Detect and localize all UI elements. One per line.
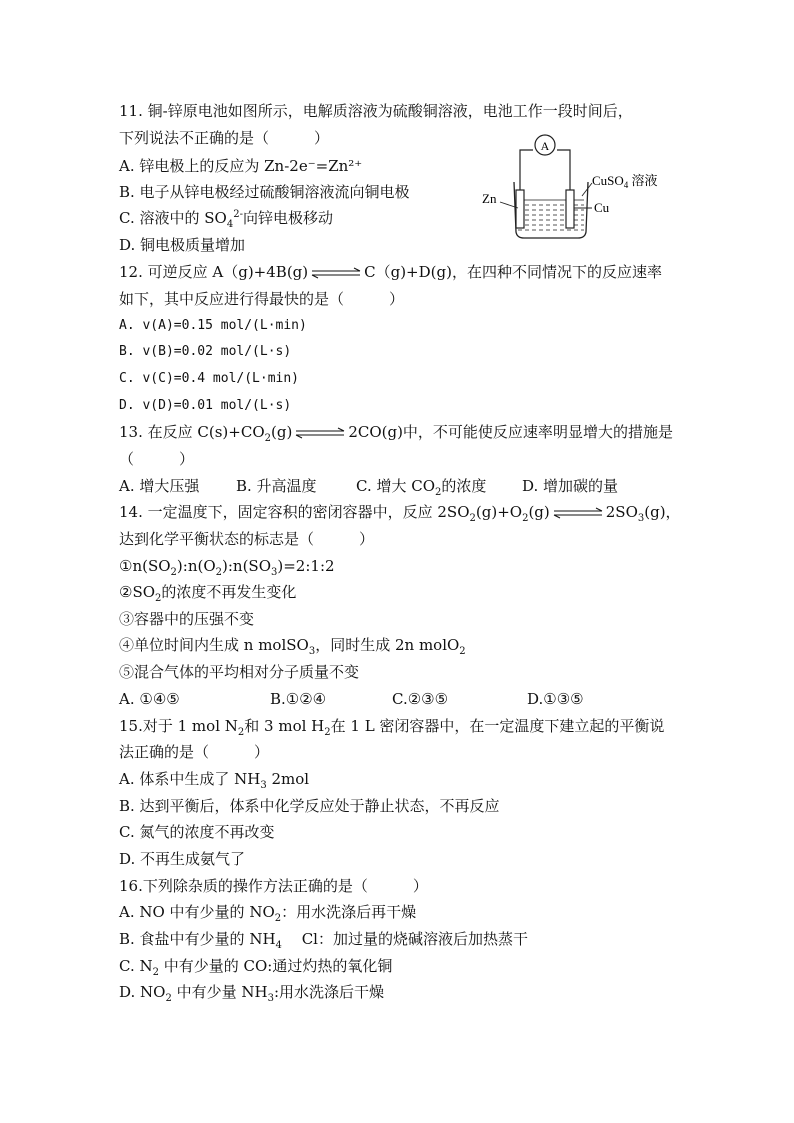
q14-statement-1: $①n(SO_2):n(O_2):n(SO_3)=2:1:2$ [119, 557, 335, 578]
galvanic-cell-diagram [478, 128, 678, 248]
q13-stem-line1: 13. 在反应 $C(s)+CO_2(g)$ 2CO(g)中，不可能使反应速率明显增大的措施是 [119, 423, 673, 444]
q13-stem-line2: （ ） [119, 450, 195, 468]
q13-option-c: C. 增大 $CO_2$的浓度 [356, 477, 487, 498]
ammeter-label: A [540, 139, 550, 153]
q14-statement-5: ⑤混合气体的平均相对分子质量不变 [119, 663, 360, 681]
label-zn: Zn [482, 191, 497, 206]
zn-electrode [516, 190, 524, 228]
q11-stem-line2: 下列说法不正确的是（ ） [119, 129, 330, 147]
label-cuso4: CuSO$_4$ 溶液 [592, 173, 658, 190]
q15-option-c: C. 氮气的浓度不再改变 [119, 823, 275, 841]
q11-option-a: A. 锌电极上的反应为 Zn-2e⁻=Zn²⁺ [119, 157, 363, 175]
q16-option-d: D. $NO_2$ 中有少量 $NH_3$:用水洗涤后干燥 [119, 983, 385, 1004]
q14-option-a: A. ①④⑤ [119, 690, 180, 708]
q16-option-a: A. NO 中有少量的 $NO_2$：用水洗涤后再干燥 [119, 903, 417, 924]
q14-statement-3: ③容器中的压强不变 [119, 610, 255, 628]
q14-option-c: C.②③⑤ [392, 690, 449, 708]
q12-option-c: C. v(C)=0.4 mol/(L·min) [119, 371, 300, 386]
q13-option-d: D. 增加碳的量 [522, 477, 619, 495]
q12-stem-line1: 12. 可逆反应 A（g)+4B(g) C（g)+D(g)，在四种不同情况下的反应速率 [119, 263, 662, 281]
q13-option-b: B. 升高温度 [236, 477, 317, 495]
q14-statement-4: ④单位时间内生成 n molSO$_3$，同时生成 2n molO$_2$ [119, 636, 466, 657]
q14-statement-2: $②SO_2$的浓度不再发生变化 [119, 583, 297, 604]
q11-stem-line1: 11. 铜-锌原电池如图所示，电解质溶液为硫酸铜溶液，电池工作一段时间后， [119, 102, 633, 120]
q12-option-b: B. v(B)=0.02 mol/(L·s) [119, 344, 292, 359]
equilibrium-arrow-icon [294, 427, 346, 439]
q11-option-d: D. 铜电极质量增加 [119, 236, 246, 254]
q16-stem: 16.下列除杂质的操作方法正确的是（ ） [119, 877, 428, 895]
q16-option-c: C. $N_2$ 中有少量的 CO:通过灼热的氧化铜 [119, 957, 393, 978]
q12-stem-line2: 如下，其中反应进行得最快的是（ ） [119, 290, 405, 308]
q15-stem-line1: 15.对于 1 mol $N_2$和 3 mol $H_2$在 1 L 密闭容器中，在一定温度下建立起的平衡说 [119, 717, 665, 738]
q12-option-d: D. v(D)=0.01 mol/(L·s) [119, 398, 292, 413]
q15-stem-line2: 法正确的是（ ） [119, 743, 270, 761]
cu-electrode [566, 190, 574, 228]
q15-option-b: B. 达到平衡后，体系中化学反应处于静止状态，不再反应 [119, 797, 500, 815]
q14-stem-line1: 14. 一定温度下，固定容积的密闭容器中，反应 $2SO_2(g)+O_2(g)$ $2SO_3(g)$， [119, 503, 681, 524]
equilibrium-arrow-icon [310, 267, 362, 279]
q11-option-c: C. 溶液中的 $SO_4^{2-}$向锌电极移动 [119, 209, 333, 230]
q15-option-d: D. 不再生成氨气了 [119, 850, 246, 868]
equilibrium-arrow-icon [552, 507, 604, 519]
label-cu: Cu [594, 200, 610, 215]
q14-stem-line2: 达到化学平衡状态的标志是（ ） [119, 530, 375, 548]
q14-option-b: B.①②④ [270, 690, 327, 708]
q14-option-d: D.①③⑤ [527, 690, 584, 708]
q13-option-a: A. 增大压强 [119, 477, 200, 495]
q11-option-b: B. 电子从锌电极经过硫酸铜溶液流向铜电极 [119, 183, 410, 201]
q15-option-a: A. 体系中生成了 $NH_3$ 2mol [119, 770, 310, 791]
q12-option-a: A. v(A)=0.15 mol/(L·min) [119, 318, 307, 333]
q16-option-b: B. 食盐中有少量的 $NH_4$ Cl：加过量的烧碱溶液后加热蒸干 [119, 930, 528, 951]
